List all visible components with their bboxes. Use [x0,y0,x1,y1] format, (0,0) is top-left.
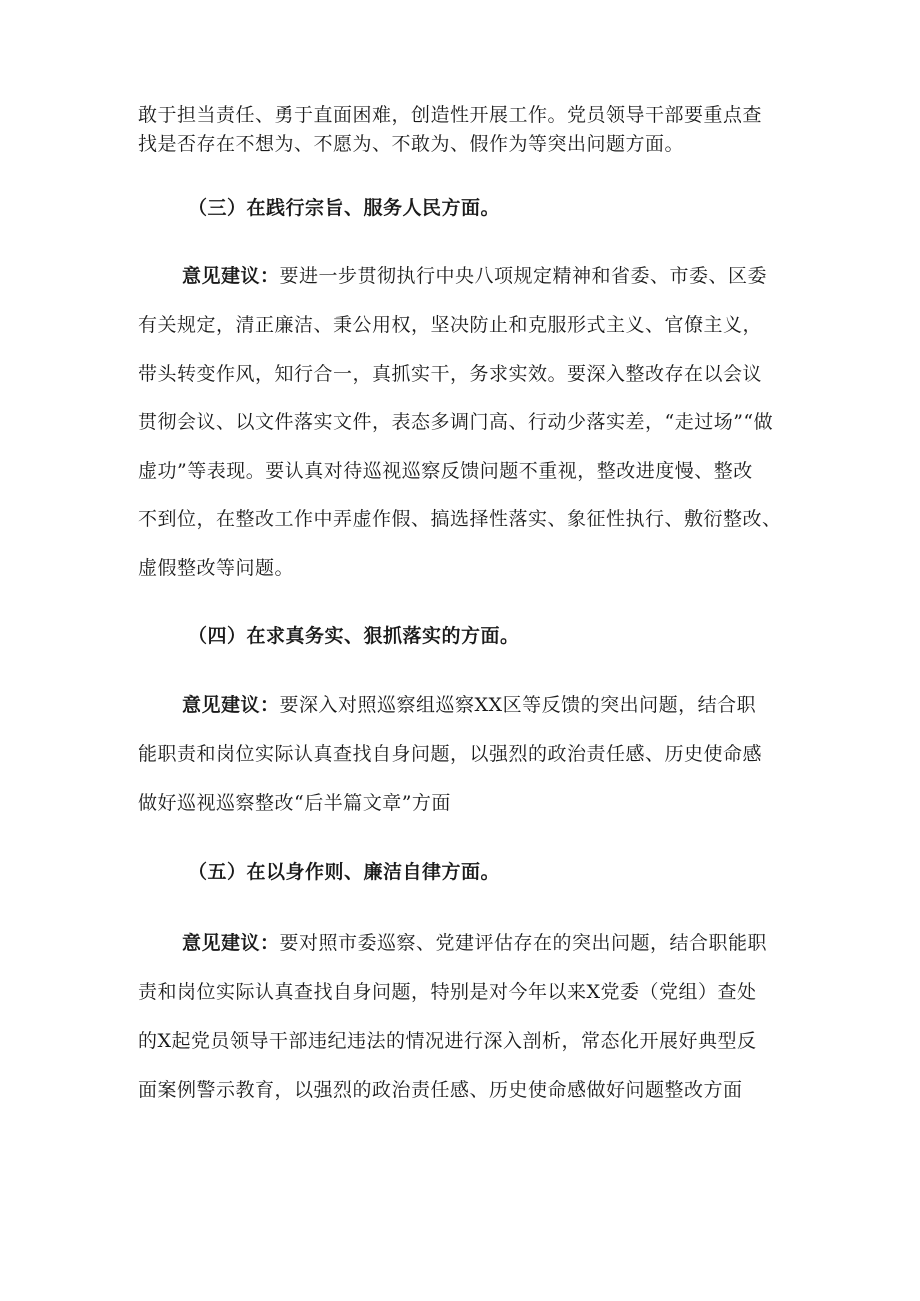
paragraph-line: 找是否存在不想为、不愿为、不敢为、假作为等突出问题方面。 [138,133,685,155]
paragraph-text: 要对照市委巡察、党建评估存在的突出问题，结合职能职 [279,932,768,954]
paragraph-line: 贯彻会议、以文件落实文件，表态多调门高、行动少落实差，“走过场”“做 [138,411,774,433]
suggestion-label: 意见建议： [182,932,280,954]
paragraph-line: 做好巡视巡察整改“后半篇文章”方面 [138,792,451,814]
paragraph-line: 有关规定，清正廉洁、秉公用权，坚决防止和克服形式主义、官僚主义， [138,314,763,336]
paragraph-line: 虚假整改等问题。 [138,557,295,579]
paragraph-line: 带头转变作风，知行合一，真抓实干，务求实效。要深入整改存在以会议 [138,363,763,385]
paragraph-first-line [182,264,767,288]
paragraph-line: 责和岗位实际认真查找自身问题，特别是对今年以来X党委（党组）查处 [138,981,757,1003]
suggestion-label: 意见建议： [182,265,280,287]
paragraph-first-line [182,931,767,955]
paragraph-line: 面案例警示教育，以强烈的政治责任感、历史使命感做好问题整改方面 [138,1079,743,1101]
paragraph-line: 敢于担当责任、勇于直面困难，创造性开展工作。党员领导干部要重点查 [138,104,763,126]
section-heading-4: （四）在求真务实、狠抓落实的方面。 [188,625,520,647]
suggestion-label: 意见建议： [182,694,280,716]
paragraph-first-line [182,693,756,717]
section-heading-5: （五）在以身作则、廉洁自律方面。 [188,861,501,883]
paragraph-line: 的X起党员领导干部违纪违法的情况进行深入剖析，常态化开展好典型反 [138,1030,757,1052]
paragraph-text: 要进一步贯彻执行中央八项规定精神和省委、市委、区委 [279,265,768,287]
paragraph-line: 不到位，在整改工作中弄虚作假、搞选择性落实、象征性执行、敷衍整改、 [138,508,782,530]
paragraph-line: 虚功”等表现。要认真对待巡视巡察反馈问题不重视，整改进度慢、整改 [138,460,753,482]
paragraph-line: 能职责和岗位实际认真查找自身问题，以强烈的政治责任感、历史使命感 [138,743,763,765]
section-heading-3: （三）在践行宗旨、服务人民方面。 [188,197,501,219]
paragraph-text: 要深入对照巡察组巡察XX区等反馈的突出问题，结合职 [279,694,757,716]
